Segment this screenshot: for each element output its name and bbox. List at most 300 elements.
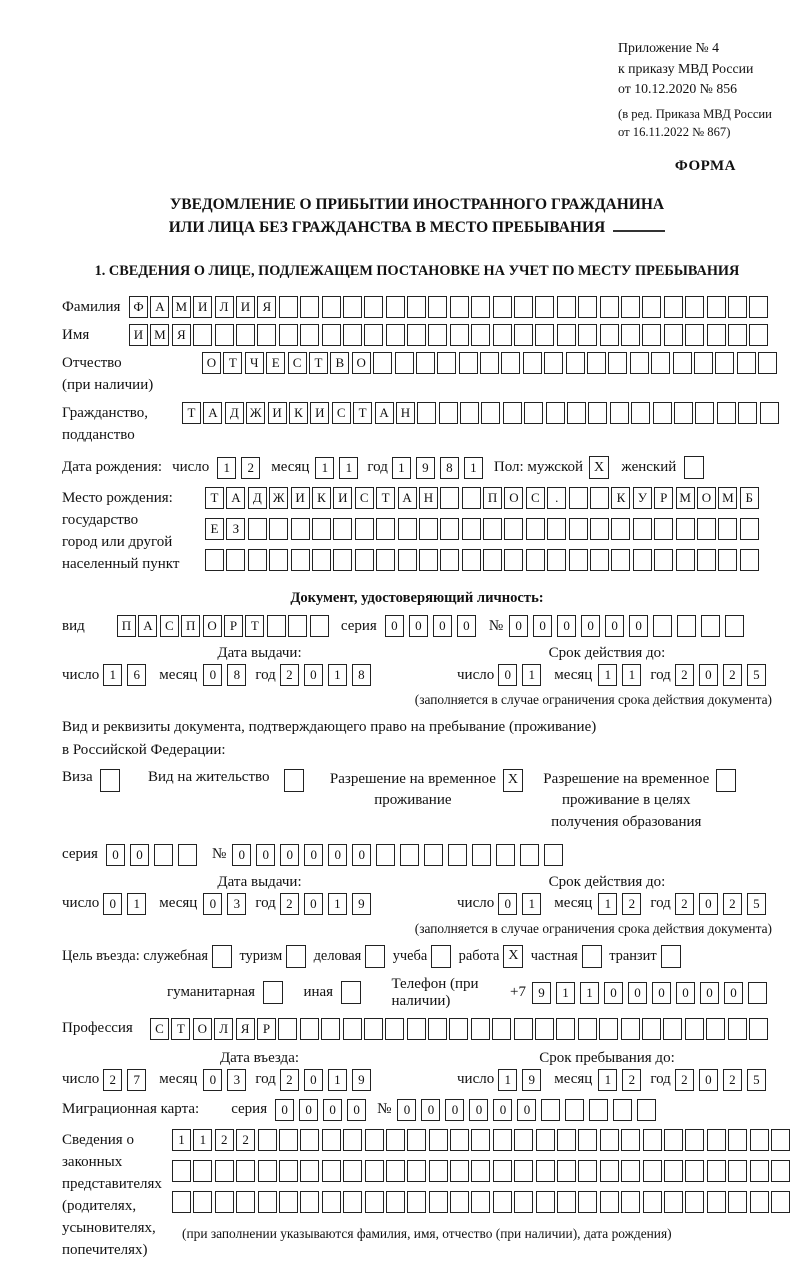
char-cell[interactable] bbox=[523, 352, 542, 374]
char-cell[interactable] bbox=[590, 549, 609, 571]
char-cell[interactable] bbox=[599, 1018, 618, 1040]
char-cell[interactable] bbox=[697, 518, 716, 540]
char-cell[interactable]: Т bbox=[171, 1018, 190, 1040]
char-cell[interactable]: И bbox=[129, 324, 148, 346]
char-cell[interactable]: С bbox=[332, 402, 351, 424]
char-cell[interactable] bbox=[428, 296, 447, 318]
char-cell[interactable] bbox=[333, 549, 352, 571]
char-cell[interactable]: 0 bbox=[509, 615, 528, 637]
char-cell[interactable] bbox=[643, 1191, 662, 1213]
char-cell[interactable] bbox=[707, 1191, 726, 1213]
char-cell[interactable] bbox=[653, 615, 672, 637]
char-cell[interactable] bbox=[504, 549, 523, 571]
char-cell[interactable]: Е bbox=[266, 352, 285, 374]
char-cell[interactable] bbox=[322, 324, 341, 346]
char-cell[interactable]: 0 bbox=[323, 1099, 342, 1121]
char-cell[interactable] bbox=[449, 1018, 468, 1040]
char-cell[interactable]: Ж bbox=[246, 402, 265, 424]
char-cell[interactable] bbox=[707, 296, 726, 318]
char-cell[interactable] bbox=[695, 402, 714, 424]
char-cell[interactable] bbox=[343, 296, 362, 318]
char-cell[interactable] bbox=[566, 352, 585, 374]
char-cell[interactable] bbox=[258, 1191, 277, 1213]
char-cell[interactable] bbox=[526, 518, 545, 540]
char-cell[interactable]: 0 bbox=[106, 844, 125, 866]
char-cell[interactable] bbox=[407, 1129, 426, 1151]
char-cell[interactable] bbox=[707, 1129, 726, 1151]
char-cell[interactable] bbox=[205, 549, 224, 571]
char-cell[interactable] bbox=[514, 296, 533, 318]
char-cell[interactable]: 2 bbox=[675, 664, 694, 686]
char-cell[interactable]: О bbox=[352, 352, 371, 374]
char-cell[interactable] bbox=[633, 549, 652, 571]
char-cell[interactable] bbox=[642, 296, 661, 318]
char-cell[interactable] bbox=[676, 549, 695, 571]
char-cell[interactable] bbox=[172, 1191, 191, 1213]
char-cell[interactable]: 9 bbox=[352, 893, 371, 915]
char-cell[interactable]: П bbox=[117, 615, 136, 637]
char-cell[interactable] bbox=[578, 1191, 597, 1213]
char-cell[interactable]: 0 bbox=[275, 1099, 294, 1121]
char-cell[interactable]: З bbox=[226, 518, 245, 540]
char-cell[interactable]: 0 bbox=[203, 1069, 222, 1091]
char-cell[interactable] bbox=[493, 1191, 512, 1213]
char-cell[interactable] bbox=[728, 1191, 747, 1213]
char-cell[interactable]: 9 bbox=[532, 982, 551, 1004]
char-cell[interactable] bbox=[621, 1191, 640, 1213]
char-cell[interactable]: Т bbox=[309, 352, 328, 374]
char-cell[interactable]: 1 bbox=[315, 457, 334, 479]
char-cell[interactable] bbox=[664, 324, 683, 346]
char-cell[interactable] bbox=[748, 982, 767, 1004]
char-cell[interactable] bbox=[685, 1129, 704, 1151]
char-cell[interactable]: 0 bbox=[304, 844, 323, 866]
char-cell[interactable]: О bbox=[504, 487, 523, 509]
char-cell[interactable] bbox=[419, 549, 438, 571]
char-cell[interactable]: 1 bbox=[522, 664, 541, 686]
char-cell[interactable]: 2 bbox=[215, 1129, 234, 1151]
char-cell[interactable]: 0 bbox=[232, 844, 251, 866]
char-cell[interactable] bbox=[376, 549, 395, 571]
char-cell[interactable] bbox=[215, 324, 234, 346]
char-cell[interactable]: 3 bbox=[227, 1069, 246, 1091]
char-cell[interactable] bbox=[544, 844, 563, 866]
char-cell[interactable] bbox=[728, 1018, 747, 1040]
char-cell[interactable] bbox=[610, 402, 629, 424]
char-cell[interactable]: 8 bbox=[227, 664, 246, 686]
char-cell[interactable] bbox=[407, 1191, 426, 1213]
char-cell[interactable] bbox=[365, 945, 385, 968]
char-cell[interactable]: 1 bbox=[498, 1069, 517, 1091]
char-cell[interactable]: 0 bbox=[457, 615, 476, 637]
char-cell[interactable]: 0 bbox=[299, 1099, 318, 1121]
char-cell[interactable]: А bbox=[226, 487, 245, 509]
char-cell[interactable]: О bbox=[202, 352, 221, 374]
char-cell[interactable]: Е bbox=[205, 518, 224, 540]
char-cell[interactable]: И bbox=[268, 402, 287, 424]
char-cell[interactable]: 2 bbox=[723, 893, 742, 915]
char-cell[interactable]: 0 bbox=[700, 982, 719, 1004]
char-cell[interactable] bbox=[578, 1018, 597, 1040]
char-cell[interactable] bbox=[590, 487, 609, 509]
char-cell[interactable] bbox=[343, 324, 362, 346]
char-cell[interactable] bbox=[661, 945, 681, 968]
char-cell[interactable] bbox=[536, 1191, 555, 1213]
char-cell[interactable] bbox=[677, 615, 696, 637]
char-cell[interactable] bbox=[715, 352, 734, 374]
char-cell[interactable] bbox=[771, 1160, 790, 1182]
char-cell[interactable] bbox=[608, 352, 627, 374]
char-cell[interactable] bbox=[514, 1160, 533, 1182]
char-cell[interactable] bbox=[459, 352, 478, 374]
char-cell[interactable]: С bbox=[160, 615, 179, 637]
char-cell[interactable] bbox=[310, 615, 329, 637]
char-cell[interactable] bbox=[654, 549, 673, 571]
char-cell[interactable] bbox=[600, 1191, 619, 1213]
char-cell[interactable]: 0 bbox=[328, 844, 347, 866]
char-cell[interactable]: А bbox=[150, 296, 169, 318]
char-cell[interactable] bbox=[300, 1018, 319, 1040]
char-cell[interactable] bbox=[286, 945, 306, 968]
char-cell[interactable] bbox=[364, 296, 383, 318]
char-cell[interactable] bbox=[172, 1160, 191, 1182]
char-cell[interactable] bbox=[676, 518, 695, 540]
char-cell[interactable]: Н bbox=[419, 487, 438, 509]
char-cell[interactable] bbox=[364, 324, 383, 346]
char-cell[interactable] bbox=[398, 549, 417, 571]
char-cell[interactable] bbox=[685, 1160, 704, 1182]
char-cell[interactable] bbox=[365, 1129, 384, 1151]
char-cell[interactable] bbox=[398, 518, 417, 540]
char-cell[interactable] bbox=[750, 1160, 769, 1182]
char-cell[interactable] bbox=[322, 1160, 341, 1182]
char-cell[interactable] bbox=[514, 1129, 533, 1151]
char-cell[interactable]: Л bbox=[215, 296, 234, 318]
char-cell[interactable] bbox=[263, 981, 283, 1004]
char-cell[interactable] bbox=[278, 1018, 297, 1040]
char-cell[interactable] bbox=[448, 844, 467, 866]
char-cell[interactable] bbox=[547, 549, 566, 571]
char-cell[interactable]: О bbox=[697, 487, 716, 509]
char-cell[interactable] bbox=[504, 518, 523, 540]
char-cell[interactable]: У bbox=[633, 487, 652, 509]
char-cell[interactable] bbox=[578, 324, 597, 346]
char-cell[interactable] bbox=[697, 549, 716, 571]
char-cell[interactable]: Д bbox=[248, 487, 267, 509]
char-cell[interactable]: 0 bbox=[304, 1069, 323, 1091]
char-cell[interactable] bbox=[653, 402, 672, 424]
char-cell[interactable] bbox=[400, 844, 419, 866]
char-cell[interactable] bbox=[701, 615, 720, 637]
char-cell[interactable] bbox=[215, 1160, 234, 1182]
char-cell[interactable]: 2 bbox=[280, 1069, 299, 1091]
char-cell[interactable] bbox=[664, 296, 683, 318]
char-cell[interactable]: Ж bbox=[269, 487, 288, 509]
char-cell[interactable] bbox=[587, 352, 606, 374]
char-cell[interactable] bbox=[685, 324, 704, 346]
char-cell[interactable] bbox=[544, 352, 563, 374]
char-cell[interactable] bbox=[386, 324, 405, 346]
char-cell[interactable] bbox=[685, 1018, 704, 1040]
char-cell[interactable]: 0 bbox=[628, 982, 647, 1004]
char-cell[interactable] bbox=[343, 1191, 362, 1213]
char-cell[interactable]: 5 bbox=[747, 1069, 766, 1091]
char-cell[interactable] bbox=[386, 296, 405, 318]
char-cell[interactable] bbox=[279, 296, 298, 318]
char-cell[interactable] bbox=[355, 549, 374, 571]
char-cell[interactable] bbox=[395, 352, 414, 374]
char-cell[interactable] bbox=[643, 1160, 662, 1182]
char-cell[interactable] bbox=[450, 1160, 469, 1182]
char-cell[interactable] bbox=[567, 402, 586, 424]
char-cell[interactable]: И bbox=[291, 487, 310, 509]
char-cell[interactable] bbox=[621, 324, 640, 346]
char-cell[interactable] bbox=[450, 324, 469, 346]
char-cell[interactable]: 0 bbox=[699, 1069, 718, 1091]
char-cell[interactable] bbox=[215, 1191, 234, 1213]
char-cell[interactable] bbox=[257, 324, 276, 346]
char-cell[interactable] bbox=[236, 324, 255, 346]
char-cell[interactable] bbox=[728, 1129, 747, 1151]
char-cell[interactable] bbox=[621, 296, 640, 318]
char-cell[interactable] bbox=[460, 402, 479, 424]
char-cell[interactable]: 2 bbox=[280, 893, 299, 915]
char-cell[interactable]: О bbox=[193, 1018, 212, 1040]
char-cell[interactable] bbox=[429, 1160, 448, 1182]
char-cell[interactable] bbox=[600, 1160, 619, 1182]
char-cell[interactable] bbox=[300, 296, 319, 318]
char-cell[interactable] bbox=[267, 615, 286, 637]
char-cell[interactable]: 0 bbox=[130, 844, 149, 866]
char-cell[interactable] bbox=[520, 844, 539, 866]
char-cell[interactable]: Л bbox=[214, 1018, 233, 1040]
char-cell[interactable]: 1 bbox=[339, 457, 358, 479]
char-cell[interactable] bbox=[407, 324, 426, 346]
char-cell[interactable] bbox=[284, 769, 304, 792]
char-cell[interactable] bbox=[193, 324, 212, 346]
char-cell[interactable] bbox=[407, 296, 426, 318]
char-cell[interactable] bbox=[630, 352, 649, 374]
char-cell[interactable]: 0 bbox=[445, 1099, 464, 1121]
char-cell[interactable]: 0 bbox=[676, 982, 695, 1004]
char-cell[interactable]: 1 bbox=[217, 457, 236, 479]
char-cell[interactable] bbox=[300, 1160, 319, 1182]
char-cell[interactable] bbox=[728, 1160, 747, 1182]
char-cell[interactable] bbox=[343, 1129, 362, 1151]
char-cell[interactable]: 1 bbox=[522, 893, 541, 915]
char-cell[interactable] bbox=[386, 1191, 405, 1213]
char-cell[interactable] bbox=[364, 1018, 383, 1040]
char-cell[interactable]: 2 bbox=[675, 1069, 694, 1091]
char-cell[interactable] bbox=[546, 402, 565, 424]
char-cell[interactable] bbox=[279, 1160, 298, 1182]
char-cell[interactable]: О bbox=[203, 615, 222, 637]
char-cell[interactable] bbox=[501, 352, 520, 374]
char-cell[interactable] bbox=[492, 1018, 511, 1040]
char-cell[interactable] bbox=[483, 549, 502, 571]
char-cell[interactable] bbox=[749, 296, 768, 318]
char-cell[interactable] bbox=[611, 518, 630, 540]
char-cell[interactable] bbox=[685, 296, 704, 318]
char-cell[interactable] bbox=[557, 324, 576, 346]
char-cell[interactable] bbox=[428, 1018, 447, 1040]
char-cell[interactable] bbox=[664, 1129, 683, 1151]
char-cell[interactable]: 0 bbox=[629, 615, 648, 637]
char-cell[interactable]: 0 bbox=[533, 615, 552, 637]
char-cell[interactable]: 0 bbox=[604, 982, 623, 1004]
char-cell[interactable] bbox=[385, 1018, 404, 1040]
char-cell[interactable] bbox=[341, 981, 361, 1004]
char-cell[interactable] bbox=[212, 945, 232, 968]
char-cell[interactable]: 1 bbox=[193, 1129, 212, 1151]
char-cell[interactable]: К bbox=[312, 487, 331, 509]
char-cell[interactable] bbox=[236, 1160, 255, 1182]
char-cell[interactable]: 6 bbox=[127, 664, 146, 686]
char-cell[interactable]: X bbox=[589, 456, 609, 479]
char-cell[interactable] bbox=[269, 549, 288, 571]
char-cell[interactable]: С bbox=[355, 487, 374, 509]
char-cell[interactable] bbox=[279, 1129, 298, 1151]
char-cell[interactable] bbox=[376, 844, 395, 866]
char-cell[interactable] bbox=[613, 1099, 632, 1121]
char-cell[interactable] bbox=[740, 518, 759, 540]
char-cell[interactable]: 0 bbox=[498, 664, 517, 686]
char-cell[interactable]: 0 bbox=[203, 664, 222, 686]
char-cell[interactable] bbox=[582, 945, 602, 968]
char-cell[interactable] bbox=[386, 1129, 405, 1151]
char-cell[interactable]: Р bbox=[224, 615, 243, 637]
char-cell[interactable]: 2 bbox=[675, 893, 694, 915]
char-cell[interactable]: 1 bbox=[103, 664, 122, 686]
char-cell[interactable]: 0 bbox=[352, 844, 371, 866]
char-cell[interactable] bbox=[493, 324, 512, 346]
char-cell[interactable] bbox=[462, 549, 481, 571]
char-cell[interactable] bbox=[717, 402, 736, 424]
char-cell[interactable] bbox=[493, 296, 512, 318]
char-cell[interactable] bbox=[557, 1129, 576, 1151]
char-cell[interactable] bbox=[556, 1018, 575, 1040]
char-cell[interactable] bbox=[493, 1160, 512, 1182]
char-cell[interactable]: 0 bbox=[304, 664, 323, 686]
char-cell[interactable]: 1 bbox=[172, 1129, 191, 1151]
char-cell[interactable]: 0 bbox=[280, 844, 299, 866]
char-cell[interactable] bbox=[428, 324, 447, 346]
char-cell[interactable]: 1 bbox=[328, 664, 347, 686]
char-cell[interactable] bbox=[236, 1191, 255, 1213]
char-cell[interactable]: Т bbox=[376, 487, 395, 509]
char-cell[interactable]: 0 bbox=[409, 615, 428, 637]
char-cell[interactable] bbox=[589, 1099, 608, 1121]
char-cell[interactable]: Р bbox=[257, 1018, 276, 1040]
char-cell[interactable] bbox=[547, 518, 566, 540]
char-cell[interactable]: 1 bbox=[556, 982, 575, 1004]
char-cell[interactable]: 0 bbox=[304, 893, 323, 915]
char-cell[interactable]: И bbox=[236, 296, 255, 318]
char-cell[interactable]: Р bbox=[654, 487, 673, 509]
char-cell[interactable] bbox=[725, 615, 744, 637]
char-cell[interactable] bbox=[440, 518, 459, 540]
char-cell[interactable]: И bbox=[310, 402, 329, 424]
char-cell[interactable] bbox=[771, 1191, 790, 1213]
char-cell[interactable] bbox=[471, 296, 490, 318]
char-cell[interactable] bbox=[322, 296, 341, 318]
char-cell[interactable] bbox=[728, 296, 747, 318]
char-cell[interactable] bbox=[279, 324, 298, 346]
char-cell[interactable]: К bbox=[289, 402, 308, 424]
char-cell[interactable] bbox=[578, 1160, 597, 1182]
char-cell[interactable] bbox=[728, 324, 747, 346]
char-cell[interactable] bbox=[300, 1129, 319, 1151]
char-cell[interactable]: С bbox=[288, 352, 307, 374]
char-cell[interactable] bbox=[694, 352, 713, 374]
char-cell[interactable]: 1 bbox=[598, 893, 617, 915]
char-cell[interactable]: 2 bbox=[622, 1069, 641, 1091]
char-cell[interactable] bbox=[450, 1191, 469, 1213]
char-cell[interactable] bbox=[664, 1160, 683, 1182]
char-cell[interactable]: Б bbox=[740, 487, 759, 509]
char-cell[interactable] bbox=[496, 844, 515, 866]
char-cell[interactable] bbox=[514, 1191, 533, 1213]
char-cell[interactable] bbox=[462, 487, 481, 509]
char-cell[interactable]: 1 bbox=[464, 457, 483, 479]
char-cell[interactable]: 1 bbox=[580, 982, 599, 1004]
char-cell[interactable] bbox=[621, 1018, 640, 1040]
char-cell[interactable]: 0 bbox=[517, 1099, 536, 1121]
char-cell[interactable] bbox=[322, 1129, 341, 1151]
char-cell[interactable] bbox=[633, 518, 652, 540]
char-cell[interactable] bbox=[429, 1129, 448, 1151]
char-cell[interactable] bbox=[673, 352, 692, 374]
char-cell[interactable]: X bbox=[503, 769, 523, 792]
char-cell[interactable] bbox=[450, 1129, 469, 1151]
char-cell[interactable] bbox=[343, 1160, 362, 1182]
char-cell[interactable] bbox=[321, 1018, 340, 1040]
char-cell[interactable] bbox=[503, 402, 522, 424]
char-cell[interactable] bbox=[440, 487, 459, 509]
char-cell[interactable] bbox=[737, 352, 756, 374]
char-cell[interactable] bbox=[557, 1160, 576, 1182]
char-cell[interactable] bbox=[536, 1160, 555, 1182]
char-cell[interactable]: К bbox=[611, 487, 630, 509]
char-cell[interactable] bbox=[417, 402, 436, 424]
char-cell[interactable] bbox=[333, 518, 352, 540]
char-cell[interactable] bbox=[291, 549, 310, 571]
char-cell[interactable] bbox=[514, 1018, 533, 1040]
char-cell[interactable]: И bbox=[333, 487, 352, 509]
char-cell[interactable] bbox=[664, 1191, 683, 1213]
char-cell[interactable]: 1 bbox=[392, 457, 411, 479]
char-cell[interactable] bbox=[557, 296, 576, 318]
char-cell[interactable] bbox=[471, 324, 490, 346]
char-cell[interactable]: П bbox=[483, 487, 502, 509]
char-cell[interactable]: 1 bbox=[598, 664, 617, 686]
char-cell[interactable] bbox=[569, 487, 588, 509]
char-cell[interactable] bbox=[718, 549, 737, 571]
char-cell[interactable] bbox=[718, 518, 737, 540]
char-cell[interactable] bbox=[462, 518, 481, 540]
char-cell[interactable]: 0 bbox=[557, 615, 576, 637]
char-cell[interactable] bbox=[557, 1191, 576, 1213]
char-cell[interactable]: А bbox=[138, 615, 157, 637]
char-cell[interactable]: 0 bbox=[103, 893, 122, 915]
char-cell[interactable]: 0 bbox=[203, 893, 222, 915]
char-cell[interactable] bbox=[193, 1191, 212, 1213]
char-cell[interactable]: Т bbox=[245, 615, 264, 637]
char-cell[interactable] bbox=[471, 1129, 490, 1151]
char-cell[interactable]: Т bbox=[205, 487, 224, 509]
char-cell[interactable] bbox=[685, 1191, 704, 1213]
char-cell[interactable] bbox=[300, 324, 319, 346]
